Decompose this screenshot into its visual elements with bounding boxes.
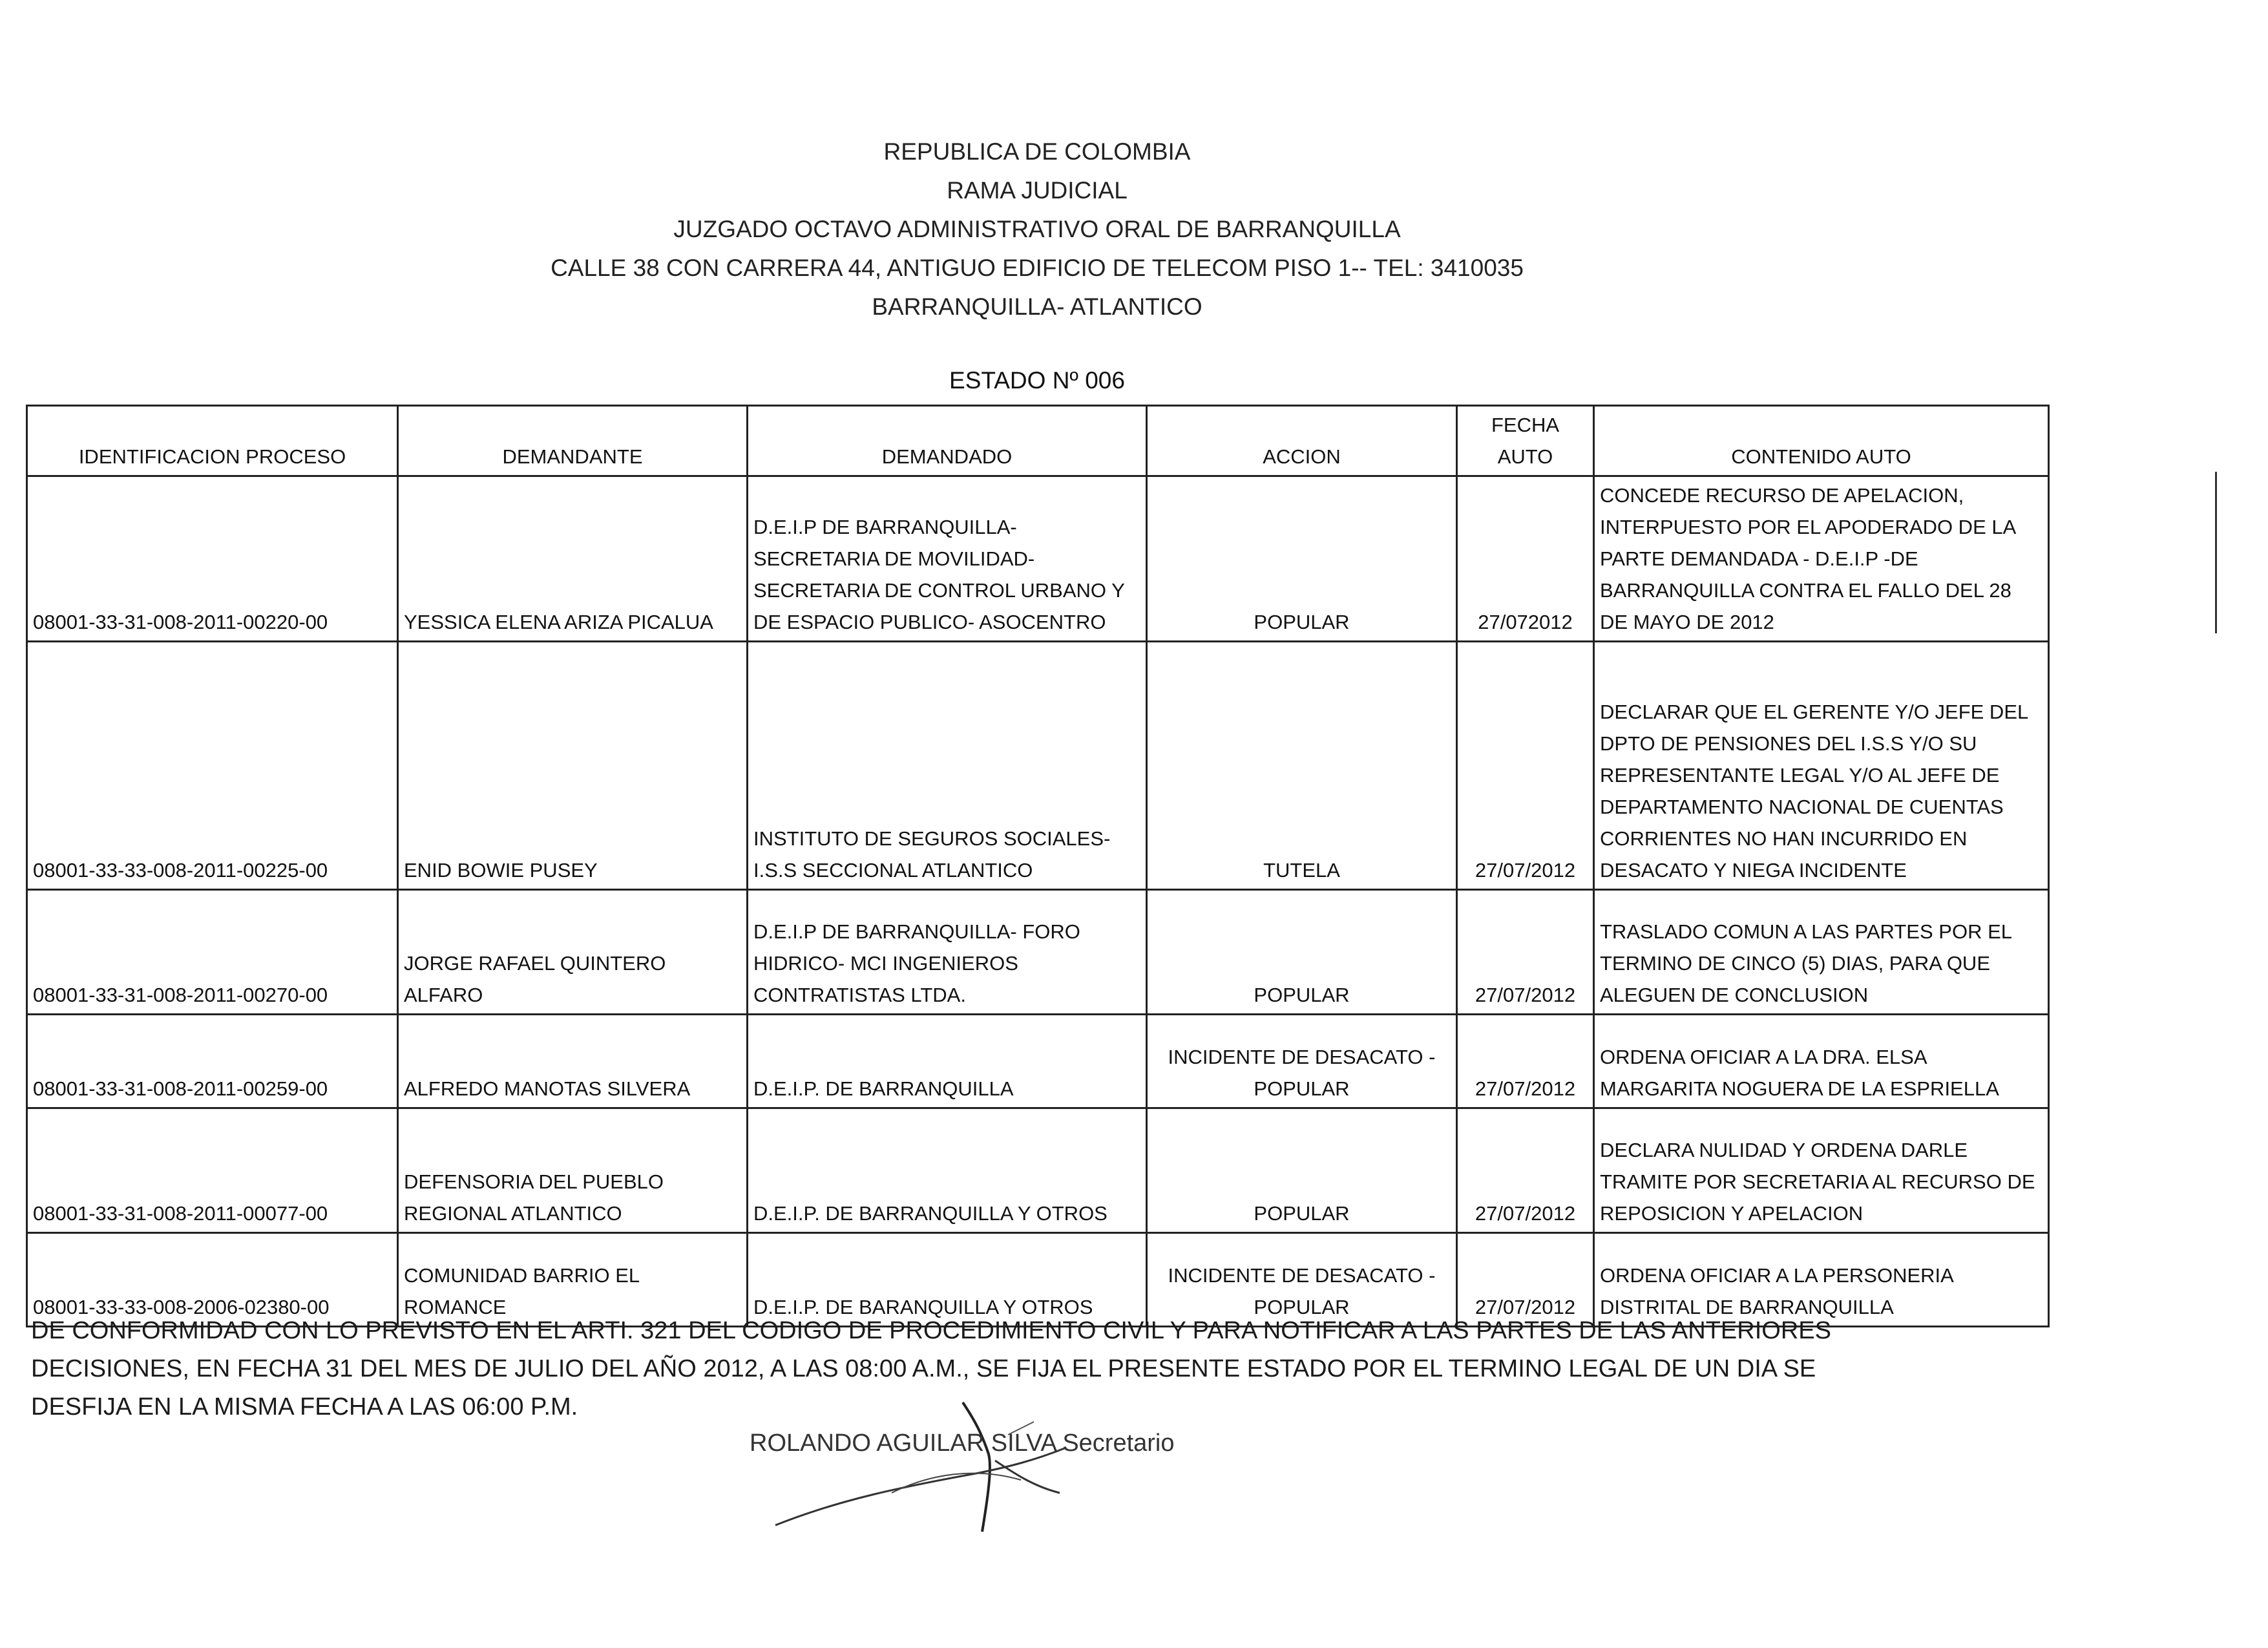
header-contenido: CONTENIDO AUTO <box>1594 406 2049 476</box>
cell-contenido: ORDENA OFICIAR A LA PERSONERIA DISTRITAL DE BARRANQUILLA <box>1594 1233 2049 1327</box>
cell-demandado: D.E.I.P DE BARRANQUILLA- FORO HIDRICO- MCI INGENIEROS CONTRATISTAS LTDA. <box>748 890 1147 1015</box>
cell-demandado: INSTITUTO DE SEGUROS SOCIALES- I.S.S SECCIONAL ATLANTICO <box>748 642 1147 890</box>
cell-accion: POPULAR <box>1147 1108 1457 1233</box>
table-row <box>27 1015 2049 1108</box>
cell-id: 08001-33-31-008-2011-00259-00 <box>27 1015 398 1108</box>
cell-demandado: D.E.I.P. DE BARANQUILLA Y OTROS <box>748 1233 1147 1327</box>
table-row <box>27 1108 2049 1233</box>
header-accion: ACCION <box>1147 406 1457 476</box>
cell-demandante: JORGE RAFAEL QUINTERO ALFARO <box>398 890 748 1015</box>
cell-fecha: 27/072012 <box>1457 476 1594 642</box>
cell-demandante: ALFREDO MANOTAS SILVERA <box>398 1015 748 1108</box>
cell-fecha: 27/07/2012 <box>1457 890 1594 1015</box>
header-demandante: DEMANDANTE <box>398 406 748 476</box>
cell-accion: TUTELA <box>1147 642 1457 890</box>
header-fecha <box>1457 406 1594 476</box>
cell-fecha: 27/07/2012 <box>1457 1233 1594 1327</box>
estado-table <box>26 405 2050 1327</box>
table-header-row <box>27 406 2049 476</box>
cell-contenido: DECLARA NULIDAD Y ORDENA DARLE TRAMITE POR SECRETARIA AL RECURSO DE REPOSICION Y APELACION <box>1594 1108 2049 1233</box>
cell-id: 08001-33-31-008-2011-00077-00 <box>27 1108 398 1233</box>
cell-id: 08001-33-31-008-2011-00270-00 <box>27 890 398 1015</box>
document-header <box>0 132 2074 326</box>
cell-demandado: D.E.I.P. DE BARRANQUILLA Y OTROS <box>748 1108 1147 1233</box>
cell-contenido: ORDENA OFICIAR A LA DRA. ELSA MARGARITA NOGUERA DE LA ESPRIELLA <box>1594 1015 2049 1108</box>
scan-edge-mark <box>2215 472 2217 633</box>
cell-demandado: D.E.I.P. DE BARRANQUILLA <box>748 1015 1147 1108</box>
header-fecha-line2: AUTO <box>1497 445 1553 468</box>
cell-accion: POPULAR <box>1147 476 1457 642</box>
cell-demandante: YESSICA ELENA ARIZA PICALUA <box>398 476 748 642</box>
header-demandado: DEMANDADO <box>748 406 1147 476</box>
estado-title: ESTADO Nº 006 <box>949 367 1125 394</box>
cell-demandante: COMUNIDAD BARRIO EL ROMANCE <box>398 1233 748 1327</box>
header-court: JUZGADO OCTAVO ADMINISTRATIVO ORAL DE BARRANQUILLA <box>673 216 1401 242</box>
cell-demandante: DEFENSORIA DEL PUEBLO REGIONAL ATLANTICO <box>398 1108 748 1233</box>
cell-id: 08001-33-31-008-2011-00220-00 <box>27 476 398 642</box>
header-address: CALLE 38 CON CARRERA 44, ANTIGUO EDIFICIO DE TELECOM PISO 1-- TEL: 3410035 <box>551 255 1524 281</box>
header-country: REPUBLICA DE COLOMBIA <box>883 138 1191 165</box>
notification-text: DE CONFORMIDAD CON LO PREVISTO EN EL ARTI. 321 DEL CODIGO DE PROCEDIMIENTO CIVIL Y PARA NOTIFICAR A LAS PARTES DE LAS ANTERIORES DECISIONES, EN FECHA 31 DEL MES DE JULIO DEL AÑO 2012, A LAS 08:00 A.M., SE FIJA EL PRESENTE ESTADO POR EL TERMINO LEGAL DE UN DIA SE DESFIJA EN LA MISMA FECHA A LAS 06:00 P.M. <box>31 1317 1831 1421</box>
header-branch: RAMA JUDICIAL <box>947 177 1128 204</box>
cell-fecha: 27/07/2012 <box>1457 642 1594 890</box>
cell-accion: INCIDENTE DE DESACATO - POPULAR <box>1147 1233 1457 1327</box>
cell-contenido: TRASLADO COMUN A LAS PARTES POR EL TERMINO DE CINCO (5) DIAS, PARA QUE ALEGUEN DE CONCLUSION <box>1594 890 2049 1015</box>
header-fecha-line1: FECHA <box>1491 414 1560 436</box>
cell-demandado: D.E.I.P DE BARRANQUILLA- SECRETARIA DE MOVILIDAD- SECRETARIA DE CONTROL URBANO Y DE ESPACIO PUBLICO- ASOCENTRO <box>748 476 1147 642</box>
cell-fecha: 27/07/2012 <box>1457 1015 1594 1108</box>
table-row <box>27 476 2049 642</box>
header-city: BARRANQUILLA- ATLANTICO <box>872 293 1202 320</box>
cell-id: 08001-33-33-008-2011-00225-00 <box>27 642 398 890</box>
header-id: IDENTIFICACION PROCESO <box>27 406 398 476</box>
signature-line: ROLANDO AGUILAR SILVA Secretario <box>750 1430 1175 1457</box>
handwritten-signature <box>762 1396 1124 1551</box>
cell-id: 08001-33-33-008-2006-02380-00 <box>27 1233 398 1327</box>
cell-contenido: DECLARAR QUE EL GERENTE Y/O JEFE DEL DPTO DE PENSIONES DEL I.S.S Y/O SU REPRESENTANTE LEGAL Y/O AL JEFE DE DEPARTAMENTO NACIONAL DE CUENTAS CORRIENTES NO HAN INCURRIDO EN DESACATO Y NIEGA INCIDENTE <box>1594 642 2049 890</box>
cell-accion: POPULAR <box>1147 890 1457 1015</box>
cell-accion: INCIDENTE DE DESACATO - POPULAR <box>1147 1015 1457 1108</box>
cell-fecha: 27/07/2012 <box>1457 1108 1594 1233</box>
table-row <box>27 642 2049 890</box>
cell-contenido: CONCEDE RECURSO DE APELACION, INTERPUESTO POR EL APODERADO DE LA PARTE DEMANDADA - D.E.I.P -DE BARRANQUILLA CONTRA EL FALLO DEL 28 DE MAYO DE 2012 <box>1594 476 2049 642</box>
table-row <box>27 890 2049 1015</box>
cell-demandante: ENID BOWIE PUSEY <box>398 642 748 890</box>
